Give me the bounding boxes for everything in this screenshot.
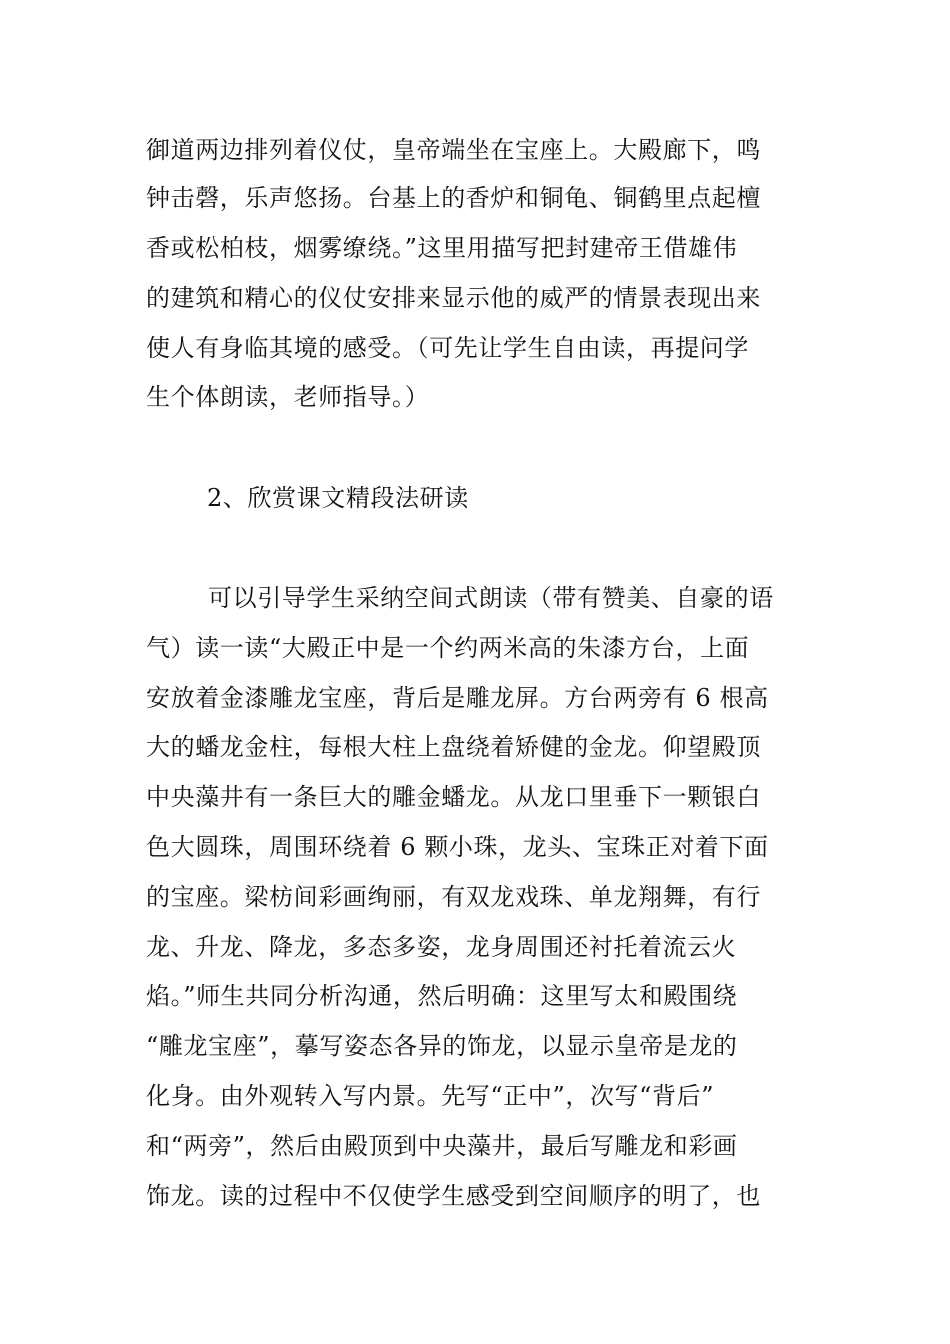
paragraph-1-line-5: 使人有身临其境的感受。（可先让学生自由读，再提问学 <box>146 334 749 362</box>
paragraph-2-line-3: 安放着金漆雕龙宝座，背后是雕龙屏。方台两旁有 6 根高 <box>146 684 769 712</box>
paragraph-2-line-11: 化身。由外观转入写内景。先写“正中”，次写“背后” <box>146 1082 715 1110</box>
paragraph-2-line-10: “雕龙宝座”，摹写姿态各异的饰龙，以显示皇帝是龙的 <box>146 1032 738 1060</box>
paragraph-1-line-3: 香或松柏枝，烟雾缭绕。”这里用描写把封建帝王借雄伟 <box>146 234 738 262</box>
paragraph-2-line-8: 龙、升龙、降龙，多态多姿，龙身周围还衬托着流云火 <box>146 933 737 961</box>
paragraph-2-line-13: 饰龙。读的过程中不仅使学生感受到空间顺序的明了，也 <box>146 1182 761 1210</box>
paragraph-2-line-9: 焰。”师生共同分析沟通，然后明确：这里写太和殿围绕 <box>146 982 738 1010</box>
section-heading: 2、欣赏课文精段法研读 <box>207 484 469 512</box>
paragraph-1-line-4: 的建筑和精心的仪仗安排来显示他的威严的情景表现出来 <box>146 284 761 312</box>
paragraph-2-line-7: 的宝座。梁枋间彩画绚丽，有双龙戏珠、单龙翔舞，有行 <box>146 883 761 911</box>
paragraph-2-line-1: 可以引导学生采纳空间式朗读（带有赞美、自豪的语 <box>208 584 774 612</box>
paragraph-1-line-2: 钟击磬，乐声悠扬。台基上的香炉和铜龟、铜鹤里点起檀 <box>146 184 761 212</box>
paragraph-1-line-1: 御道两边排列着仪仗，皇帝端坐在宝座上。大殿廊下，鸣 <box>146 136 761 164</box>
paragraph-1-line-6: 生个体朗读，老师指导。） <box>146 383 430 411</box>
paragraph-2-line-2: 气）读一读“大殿正中是一个约两米高的朱漆方台，上面 <box>146 634 750 662</box>
paragraph-2-line-4: 大的蟠龙金柱，每根大柱上盘绕着矫健的金龙。仰望殿顶 <box>146 733 761 761</box>
paragraph-2-line-6: 色大圆珠，周围环绕着 6 颗小珠，龙头、宝珠正对着下面 <box>146 833 769 861</box>
paragraph-2-line-5: 中央藻井有一条巨大的雕金蟠龙。从龙口里垂下一颗银白 <box>146 783 761 811</box>
paragraph-2-line-12: 和“两旁”，然后由殿顶到中央藻井，最后写雕龙和彩画 <box>146 1132 738 1160</box>
